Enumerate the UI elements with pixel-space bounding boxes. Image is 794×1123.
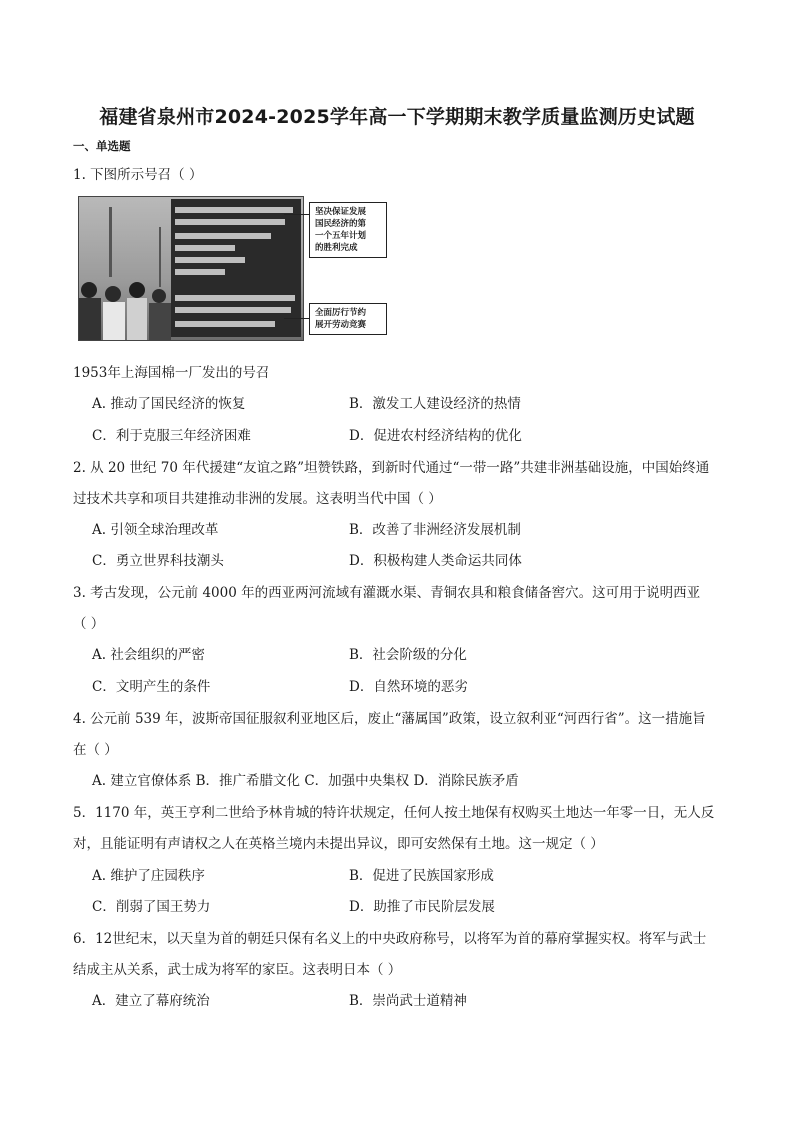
q3-option-b[interactable]: B．社会阶级的分化 xyxy=(349,647,467,663)
q5-stem-line1: 5．1170 年，英王亨利二世给予林肯城的特许状规定，任何人按土地保有权购买土地达一年零一日，无人反 xyxy=(73,805,715,821)
q5-option-c[interactable]: C．削弱了国王势力 xyxy=(92,899,211,915)
q5-option-a[interactable]: A. 维护了庄园秩序 xyxy=(92,868,205,884)
q3-option-d[interactable]: D．自然环境的恶劣 xyxy=(349,679,468,695)
q5-option-b[interactable]: B．促进了民族国家形成 xyxy=(349,868,494,884)
q4-options[interactable]: A. 建立官僚体系 B．推广希腊文化 C．加强中央集权 D．消除民族矛盾 xyxy=(92,773,519,789)
page-title: 福建省泉州市2024-2025学年高一下学期期末教学质量监测历史试题 xyxy=(99,106,695,128)
q6-stem-line2: 结成主从关系，武士成为将军的家臣。这表明日本（ ） xyxy=(73,962,402,978)
slogan-board xyxy=(171,199,301,337)
q2-option-c[interactable]: C．勇立世界科技潮头 xyxy=(92,553,224,569)
q3-stem-line2: （ ） xyxy=(73,616,105,632)
q5-option-d[interactable]: D．助推了市民阶层发展 xyxy=(349,899,495,915)
q1-callout-top: 坚决保证发展 国民经济的第 一个五年计划 的胜利完成 xyxy=(309,202,387,258)
q1-option-a[interactable]: A. 推动了国民经济的恢复 xyxy=(92,396,246,412)
q2-stem-line1: 2. 从 20 世纪 70 年代援建“友谊之路”坦赞铁路，到新时代通过“一带一路”共建非洲基础设施，中国始终通 xyxy=(73,460,710,476)
q1-option-c[interactable]: C．利于克服三年经济困难 xyxy=(92,428,251,444)
q1-option-b[interactable]: B．激发工人建设经济的热情 xyxy=(349,396,521,412)
q4-stem-line1: 4. 公元前 539 年，波斯帝国征服叙利亚地区后，废止“藩属国”政策，设立叙利亚“河西行省”。这一措施旨 xyxy=(73,711,706,727)
q2-option-d[interactable]: D．积极构建人类命运共同体 xyxy=(349,553,522,569)
q6-option-a[interactable]: A．建立了幕府统治 xyxy=(92,993,210,1009)
q6-option-b[interactable]: B．崇尚武士道精神 xyxy=(349,993,467,1009)
q1-stem: 1. 下图所示号召（ ） xyxy=(73,167,203,183)
q2-option-b[interactable]: B．改善了非洲经济发展机制 xyxy=(349,522,521,538)
q3-option-a[interactable]: A. 社会组织的严密 xyxy=(92,647,205,663)
q1-callout-bottom: 全面厉行节约 展开劳动竞赛 xyxy=(309,303,387,335)
q4-stem-line2: 在（ ） xyxy=(73,742,118,758)
q1-option-d[interactable]: D．促进农村经济结构的优化 xyxy=(349,428,522,444)
q1-historical-photo xyxy=(78,196,304,341)
section-heading: 一、单选题 xyxy=(73,139,131,153)
q6-stem-line1: 6．12世纪末，以天皇为首的朝廷只保有名义上的中央政府称号，以将军为首的幕府掌握实权。将军与武士 xyxy=(73,931,707,947)
q5-stem-line2: 对，且能证明有声请权之人在英格兰境内未提出异议，即可安然保有土地。这一规定（ ） xyxy=(73,836,604,852)
q3-option-c[interactable]: C．文明产生的条件 xyxy=(92,679,211,695)
q3-stem-line1: 3. 考古发现，公元前 4000 年的西亚两河流域有灌溉水渠、青铜农具和粮食储备窖穴。这可用于说明西亚 xyxy=(73,585,701,601)
q1-caption: 1953年上海国棉一厂发出的号召 xyxy=(73,365,270,381)
q2-option-a[interactable]: A. 引领全球治理改革 xyxy=(92,522,219,538)
crowd-silhouette xyxy=(79,260,179,340)
q2-stem-line2: 过技术共享和项目共建推动非洲的发展。这表明当代中国（ ） xyxy=(73,491,442,507)
